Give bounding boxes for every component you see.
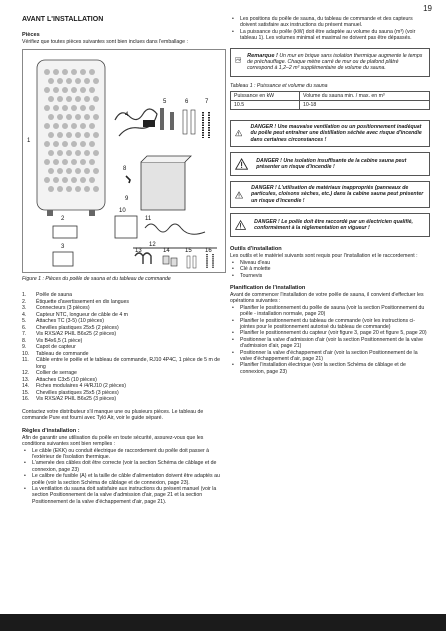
footer-bar [0,614,446,631]
list-item: 12. Collier de serrage [22,370,77,377]
table-caption: Tableau 1 : Puissance et volume du sauna [230,82,328,89]
note-icon [235,53,241,67]
connectors-drawing [53,252,73,266]
planning-intro: Avant de commencer l'installation de votre poêle de sauna, il convient d'effectuer les opérations suivantes : [230,291,424,305]
list-item: • Planifier le positionnement du tableau de commande (voir les instructions ci-jointes pour le positionnement autorisé du tableau de commande) [230,318,430,331]
list-item: • Planifier le positionnement du poêle de sauna (voir la section Positionnement du poêle - installation normale, page 20) [230,305,430,318]
list-item: • Positionner la valve d'échappement d'air (voir la section Positionnement de la valve d'échappement d'air, page 21) [230,350,430,363]
parts-figure [22,49,226,273]
figure-label: 8 [123,166,127,173]
figure-label: 15 [185,248,192,255]
list-item: 15. Chevilles plastiques 25x5 (3 pièces) [22,389,119,396]
danger-box: DANGER ! Le poêle doit être raccordé par un électricien qualifié, conformément à la réglementation en vigueur ! [230,213,430,237]
list-item: • La ventilation du sauna doit satisfaire aux instructions du présent manuel (voir la section Positionnement de la valve d'admission d'air, page 21 et la section Positionnement de la valve d'échappement d'air, page 21). [22,486,222,505]
rules-heading: Règles d'installation : [22,427,80,434]
tc-clips-drawing [161,108,173,130]
table-cell: 10-18 [300,100,430,109]
list-item: 5. Attaches TC (3-5) (10 pièces) [22,318,104,325]
figure-label: 5 [163,99,167,106]
list-item: 8. Vis B4x6,5 (1 pièce) [22,337,83,344]
list-item: • Planifier le positionnement du capteur (voir figure 3, page 20 et figure 5, page 20) [230,330,430,336]
section-title: AVANT L'INSTALLATION [22,16,104,23]
list-item: 11. Câble entre le poêle et le tableau de commande, RJ10 4P4C, 1 pièce de 5 m de long [22,357,220,370]
parts-list [22,292,222,403]
parts-illustration [23,50,225,272]
warning-icon [235,217,246,233]
figure-label: 9 [125,196,129,203]
figure-caption: Figure 1 : Pièces du poêle de sauna et du tableau de commande [22,276,171,283]
list-item: • Positionner la valve d'admission d'air (voir la section Positionnement de la valve d'admission d'air, page 21) [230,337,430,350]
screws-16-drawing [207,254,213,268]
page-number: 19 [423,4,432,13]
rules-intro: Afin de garantir une utilisation du poêle en toute sécurité, assurez-vous que les conditions suivantes sont bien remplies : [22,434,204,448]
c-clips-drawing [135,253,151,264]
panel-cable-drawing [145,224,205,234]
danger-box: DANGER ! L'utilisation de matériaux inappropriés (panneaux de particules, cloisons sèches, etc.) dans la cabine sauna peut présenter un risque d'incendie ! [230,181,430,208]
figure-label: 16 [205,248,212,255]
list-item: • Niveau d'eau [230,260,430,266]
list-item: • Le câble (EKK) ou conduit électrique de raccordement du poêle doit passer à l'extérieur de l'isolation thermique. [22,448,222,461]
remark-label: Remarque ! [247,52,278,59]
modular-plugs-drawing [163,256,169,264]
tools-intro: Les outils et le matériel suivants sont requis pour l'installation et le raccordement : [230,253,418,260]
figure-label: 4 [125,112,129,119]
right-column [230,16,430,375]
list-item: 13. Attaches C3x5 (10 pièces) [22,376,97,383]
table-header: Puissance en kW [231,91,300,100]
figure-label: 13 [135,248,142,255]
rules-list [22,448,222,506]
danger-box: DANGER ! Une mauvaise ventilation ou un positionnement inadéquat du poêle peut entraîner une distillation séchée avec risque d'incendie dans certaines circonstances ! [230,120,430,147]
list-item: 1. Poêle de sauna [22,292,73,299]
figure-label: 10 [119,208,126,215]
remark-box [230,48,430,77]
list-item: 9. Capot de capteur [22,344,76,351]
figure-label: 3 [61,244,65,251]
list-item: • Les positions du poêle de sauna, du tableau de commande et des capteurs doivent satisfaire aux instructions du présent manuel. [230,16,430,29]
list-item: 3. Connecteurs (3 pièces) [22,305,90,312]
figure-label: 11 [145,216,152,223]
list-item: • Planifier l'installation électrique (voir la section Schéma de câblage et de connexion, page 23) [230,362,430,375]
figure-label: 2 [61,216,65,223]
list-item: • Tournevis [230,273,430,279]
figure-label: 1 [27,138,31,145]
table-header: Volume du sauna min. / max. en m³ [300,91,430,100]
table-cell: 10.5 [231,100,300,109]
tools-heading: Outils d'installation [230,246,282,253]
list-item: 2. Étiquette d'avertissement en dix langues [22,298,129,305]
planning-list [230,305,430,375]
table-row [231,100,430,109]
figure-label: 6 [185,99,189,106]
list-item: 14. Fiches modulaires 4 /4/RJ10 (2 pièces) [22,383,126,390]
list-item: 6. Chevilles plastiques 25x5 (2 pièces) [22,324,119,331]
list-item: • L'amenée des câbles doit être correcte (voir la section Schéma de câblage et de connexion, page 23) [22,460,222,473]
screw-8-drawing [126,176,130,183]
pieces-heading: Pièces [22,32,40,38]
figure-label: 12 [149,242,156,249]
list-item: 16. Vis RXS/A2 PHIL B6x25 (3 pièces) [22,396,117,403]
power-volume-table [230,91,430,110]
plugs-drawing [183,110,187,134]
contact-text: Contactez votre distributeur s'il manque une ou plusieurs pièces. Le tableau de commande Pure est fourni avec Tylö Air, voir le guide séparé. [22,408,204,422]
sensor-drawing [143,120,155,127]
danger-box: DANGER ! Une isolation insuffisante de la cabine sauna peut présenter un risque d'incendie ! [230,152,430,176]
warning-icon [235,156,248,172]
screws-drawing [203,112,209,138]
control-panel-drawing [115,216,137,238]
warning-icon [235,125,242,141]
list-item: • La puissance du poêle (kW) doit être adaptée au volume du sauna (m³) (voir tableau 1). Les volumes minimal et maximal ne doivent pas être dépassés. [230,29,430,42]
remark-text: Remarque ! Un mur en brique sans isolation thermique augmente le temps de préchauffage. Chaque mètre carré de mur ou de plafond plâtré correspond à 1,2–2 m³ supplémentaire de volume du sauna. [247,52,423,72]
figure-label: 7 [205,99,209,106]
list-item: • Clé à molette [230,266,430,272]
heater-drawing [37,60,105,216]
list-item: 7. Vis RXS/A2 PHIL B6x25 (2 pièces) [22,331,117,338]
rules-list-continued [230,16,430,42]
sensor-cover-drawing [141,162,185,210]
figure-label: 14 [163,248,170,255]
left-column [22,16,222,505]
tools-list [230,260,430,279]
list-item: 4. Capteur NTC, longueur de câble de 4 m [22,311,128,318]
list-item: • Le calibre de fusible (A) et la taille de câble d'alimentation doivent être adaptés au poêle (voir la section Schéma de câblage et de connexion, page 23). [22,473,222,486]
plugs-15-drawing [187,256,190,268]
planning-heading: Planification de l'installation [230,284,306,291]
list-item: 10. Tableau de commande [22,350,89,357]
table-header-row [231,91,430,100]
warning-icon [235,187,243,203]
warning-label-drawing [53,226,77,238]
pieces-intro: Vérifiez que toutes pièces suivantes sont bien inclues dans l'emballage : [22,39,188,45]
